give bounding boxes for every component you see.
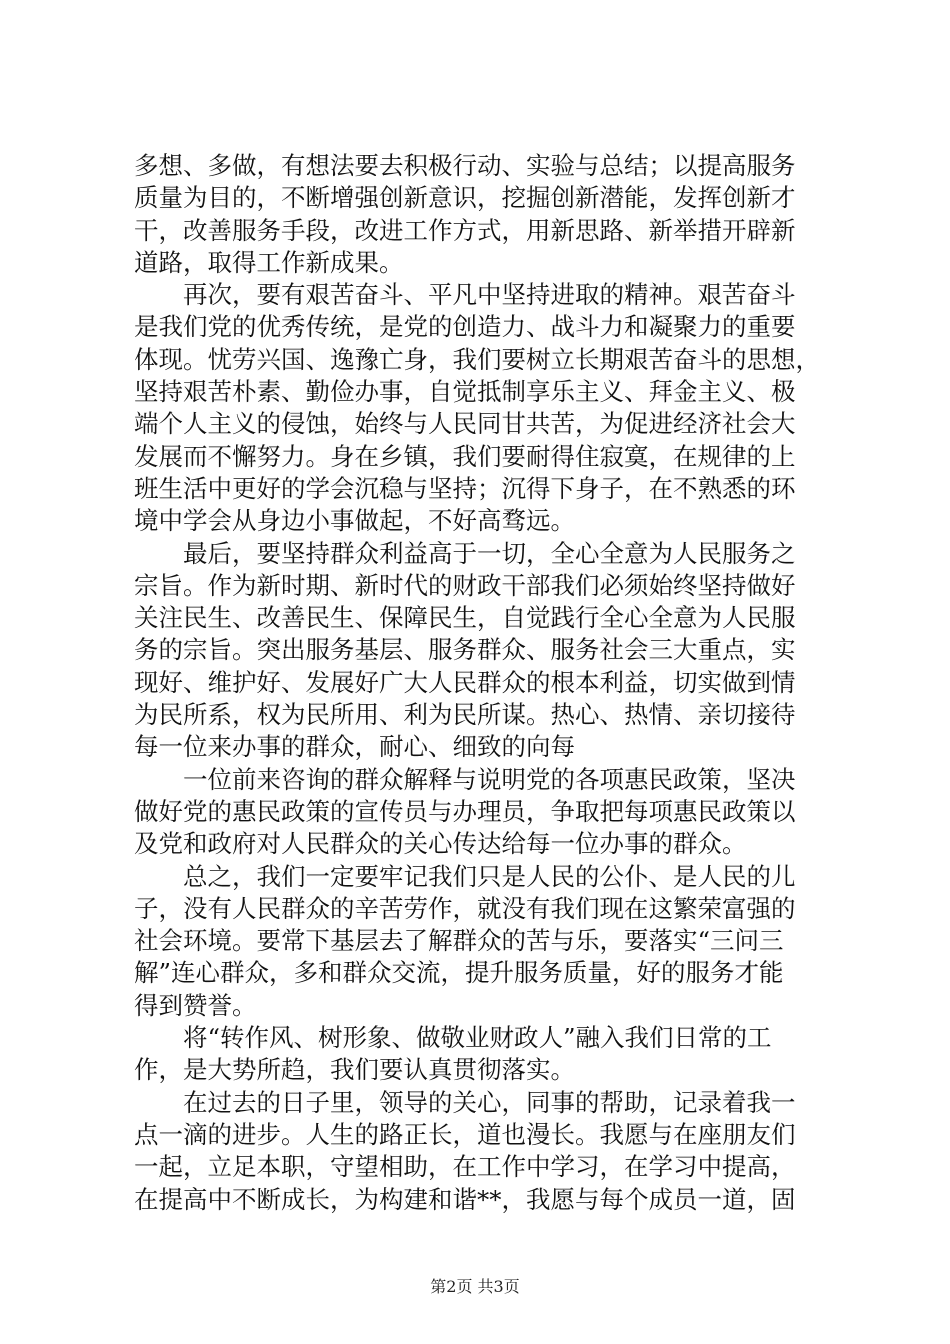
text-line: 一起，立足本职，守望相助，在工作中学习，在学习中提高，	[134, 1152, 796, 1182]
text-line-indented: 最后，要坚持群众利益高于一切，全心全意为人民服务之	[183, 538, 796, 568]
paragraph-6	[134, 1022, 824, 1087]
text-line: 道路，取得工作新成果。	[134, 247, 404, 277]
text-line: 为民所系，权为民所用、利为民所谋。热心、热情、亲切接待	[134, 700, 796, 730]
text-line: 做好党的惠民政策的宣传员与办理员，争取把每项惠民政策以	[134, 796, 796, 826]
text-line: 及党和政府对人民群众的关心传达给每一位办事的群众。	[134, 829, 747, 859]
page-number-footer: 第2页 共3页	[430, 1277, 520, 1296]
text-line: 在提高中不断成长，为构建和谐**，我愿与每个成员一道，固	[134, 1184, 796, 1214]
text-line: 子，没有人民群众的辛苦劳作，就没有我们现在这繁荣富强的	[134, 893, 796, 923]
document-body	[134, 150, 824, 1216]
text-line: 体现。忧劳兴国、逸豫亡身，我们要树立长期艰苦奋斗的思想，	[134, 344, 820, 374]
text-line-indented: 将“转作风、树形象、做敬业财政人”融入我们日常的工	[183, 1023, 772, 1053]
paragraph-5	[134, 861, 824, 1022]
paragraph-2	[134, 279, 824, 537]
text-line: 关注民生、改善民生、保障民生，自觉践行全心全意为人民服	[134, 603, 796, 633]
text-line-indented: 在过去的日子里，领导的关心，同事的帮助，记录着我一	[183, 1087, 796, 1117]
text-line: 社会环境。要常下基层去了解群众的苦与乐，要落实“三问三	[134, 926, 784, 956]
text-line-indented: 一位前来咨询的群众解释与说明党的各项惠民政策，坚决	[183, 764, 796, 794]
paragraph-1	[134, 150, 824, 279]
text-line: 班生活中更好的学会沉稳与坚持；沉得下身子，在不熟悉的环	[134, 473, 796, 503]
text-line: 坚持艰苦朴素、勤俭办事，自觉抵制享乐主义、拜金主义、极	[134, 377, 796, 407]
text-line: 每一位来办事的群众，耐心、细致的向每	[134, 732, 575, 762]
text-line: 作，是大势所趋，我们要认真贯彻落实。	[134, 1055, 575, 1085]
text-line: 解”连心群众，多和群众交流，提升服务质量，好的服务才能	[134, 958, 784, 988]
text-line: 现好、维护好、发展好广大人民群众的根本利益，切实做到情	[134, 667, 796, 697]
paragraph-7	[134, 1087, 824, 1216]
text-line-indented: 总之，我们一定要牢记我们只是人民的公仆、是人民的儿	[183, 861, 796, 891]
text-line: 得到赞誉。	[134, 990, 257, 1020]
text-line-indented: 再次，要有艰苦奋斗、平凡中坚持进取的精神。艰苦奋斗	[183, 280, 796, 310]
text-line: 点一滴的进步。人生的路正长，道也漫长。我愿与在座朋友们	[134, 1119, 796, 1149]
text-line: 端个人主义的侵蚀，始终与人民同甘共苦，为促进经济社会大	[134, 409, 796, 439]
text-line: 质量为目的，不断增强创新意识，挖掘创新潜能，发挥创新才	[134, 183, 796, 213]
text-line: 多想、多做，有想法要去积极行动、实验与总结；以提高服务	[134, 151, 796, 180]
text-line: 务的宗旨。突出服务基层、服务群众、服务社会三大重点，实	[134, 635, 796, 665]
text-line: 是我们党的优秀传统，是党的创造力、战斗力和凝聚力的重要	[134, 312, 796, 342]
text-line: 发展而不懈努力。身在乡镇，我们要耐得住寂寞，在规律的上	[134, 441, 796, 471]
text-line: 宗旨。作为新时期、新时代的财政干部我们必须始终坚持做好	[134, 570, 796, 600]
paragraph-4	[134, 764, 824, 861]
text-line: 境中学会从身边小事做起，不好高骛远。	[134, 506, 575, 536]
text-line: 干，改善服务手段，改进工作方式，用新思路、新举措开辟新	[134, 215, 796, 245]
paragraph-3	[134, 538, 824, 764]
